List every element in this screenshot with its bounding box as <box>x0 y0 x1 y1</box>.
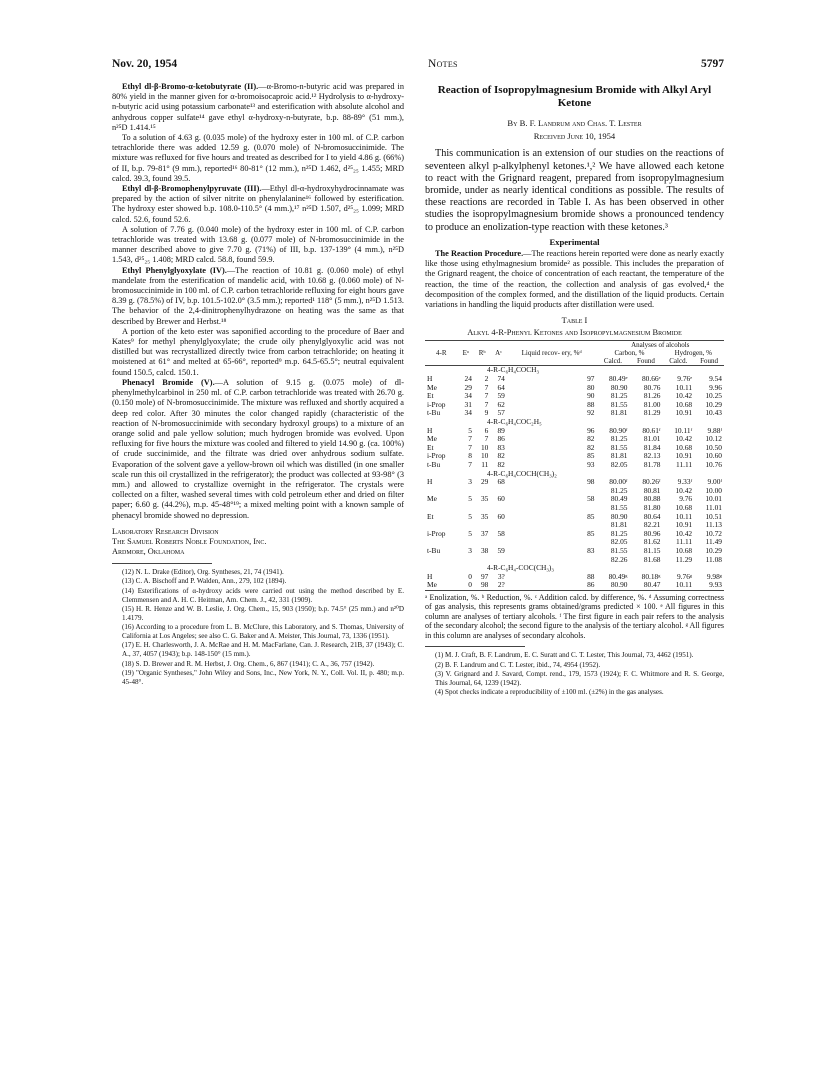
table-cell: 11.29 <box>675 554 693 564</box>
table-cell: 97 <box>480 571 489 581</box>
run-in-heading: Ethyl dl-β-Bromophenylpyruvate (III). <box>122 184 262 194</box>
table-cell: 88 <box>587 399 595 409</box>
table-cell: 10.68 <box>675 502 693 512</box>
table-cell: 64 <box>497 382 505 392</box>
right-column <box>425 82 724 698</box>
reference-item: (1) M. J. Craft, B. F. Landrum, E. C. Suratt and C. T. Lester, This Journal, 73, 4462 (1951). <box>435 650 694 659</box>
table-cell: 97 <box>587 374 595 384</box>
table-cell: 10.00 <box>705 485 722 495</box>
table-cell: 62 <box>497 399 505 409</box>
table-cell: 9.00ᶠ <box>707 477 722 487</box>
body-paragraph <box>112 184 404 225</box>
table-cell: 96 <box>587 425 595 435</box>
table-cell: 93 <box>587 459 595 469</box>
table-cell: 2 <box>484 374 489 384</box>
table-cell: 10.68 <box>675 545 693 555</box>
experimental-paragraph <box>425 249 724 310</box>
table-cell: 82.05 <box>610 459 628 469</box>
reference-item: (12) N. L. Drake (Editor), Org. Syntheses, 21, 74 (1941). <box>122 567 284 576</box>
col-header-liquid: Liquid recov- ery, %ᵈ <box>521 349 582 358</box>
table-cell: 10.91 <box>675 451 693 461</box>
table-cell: 81.25 <box>610 391 628 401</box>
experimental-heading: Experimental <box>549 236 600 247</box>
table-footnote: ᵃ Enolization, %. ᵇ Reduction, %. ᶜ Addition calcd. by difference, %. ᵈ Assuming correctness of gas analysis, this represents grams obtained/grams predicted × 100. ᵉ All figures in this column are analyses of tertiary alcohols. ᶠ The first figure in each pair refers to the analysis of the secondary alcohol; the second figure to the analysis of the tertiary alcohol. ᵍ All figures in this column are analyses of secondary alcohols. <box>425 592 724 640</box>
table-cell: 9.88ᶠ <box>707 425 722 435</box>
reference-item: (4) Spot checks indicate a reproducibility of ±100 ml. (±2%) in the gas analyses. <box>435 688 664 697</box>
table-cell: 81.55 <box>610 399 628 409</box>
table-cell: 10.91 <box>675 408 693 418</box>
table-group-label: 4-R-C₆H₄-COC(CH₃)₃ <box>487 563 554 573</box>
body-paragraph <box>112 327 404 378</box>
table-cell: 89 <box>497 425 505 435</box>
table-cell: 81.01 <box>643 434 661 444</box>
affiliation-line: The Samuel Roberts Noble Foundation, Inc. <box>112 536 267 546</box>
table-cell: 80.96 <box>643 528 661 538</box>
table-cell: 10.01 <box>705 494 722 504</box>
col-header-rb: Rᵇ <box>478 349 486 358</box>
table-cell: 0 <box>468 580 472 590</box>
table-cell: 81.26 <box>643 391 661 401</box>
reference-item: (16) According to a procedure from L. B. McClure, this Laboratory, and S. Thomas, University of California at Los Angeles; see also C. G. Baker and A. Meister, This Journal, 73, 1336 (1951). <box>122 623 404 640</box>
table-cell: t-Bu <box>427 545 441 555</box>
table-cell: 7 <box>468 459 472 469</box>
table-cell: 98 <box>480 580 489 590</box>
table-cell: 81.55 <box>610 545 628 555</box>
right-references <box>425 651 724 697</box>
table-cell: 35 <box>480 511 489 521</box>
table-cell: 74 <box>497 374 505 384</box>
table-cell: 80.49 <box>610 494 628 504</box>
table-cell: 10 <box>480 451 489 461</box>
table-cell: 80.49ᵉ <box>608 374 628 384</box>
table-cell: 80.49ᵍ <box>608 571 628 581</box>
table-cell: 34 <box>464 391 472 401</box>
table-cell: 3 <box>468 477 472 487</box>
table-cell: i-Prop <box>427 451 446 461</box>
reference-item: (15) H. R. Henze and W. B. Leslie, J. Org. Chem., 15, 903 (1950); b.p. 74.5° (25 mm.) and n²⁰D 1.4179. <box>122 605 404 622</box>
table-cell: 81.29 <box>643 408 661 418</box>
table-cell: 81.80 <box>643 502 661 512</box>
table-cell: 10.50 <box>705 442 722 452</box>
table-cell: H <box>427 425 433 435</box>
body-paragraph <box>112 133 404 184</box>
table-cell: 85 <box>587 528 595 538</box>
table-cell: 10.42 <box>675 485 693 495</box>
table-cell: i-Prop <box>427 528 446 538</box>
table-cell: 81.81 <box>610 520 628 530</box>
table-cell: 5 <box>468 511 472 521</box>
table-cell: 80.90ᶠ <box>609 425 628 435</box>
table-cell: t-Bu <box>427 408 441 418</box>
table-cell: 10.68 <box>675 442 693 452</box>
table-row <box>425 461 724 470</box>
table-body <box>425 366 724 590</box>
reference-item: (13) C. A. Bischoff and P. Walden, Ann., 279, 102 (1894). <box>122 577 287 586</box>
col-header-found: Found <box>637 357 655 366</box>
paragraph-text: To a solution of 4.63 g. (0.035 mole) of the hydroxy ester in 100 ml. of C.P. carbon tetrachloride there was added 12.59 g. (0.070 mole) of N-bromosuccinimide. The mixture was refluxed for five hours and treated as described for I to yield 4.86 g. (66%) of II, b.p. 79-81° (9 mm.), reported¹⁶ 80-81° (12 mm.), n²⁵D 1.462, d²⁵₂₅ 1.455; MRD calcd. 39.3, found 39.5. <box>112 133 404 183</box>
table-cell: 7 <box>484 382 489 392</box>
paragraph-text: —The reaction of 10.81 g. (0.060 mole) of ethyl mandelate from the esterification of mandelic acid, with 10.68 g. (0.060 mole) of N-bromosuccinimide in 100 ml. of C.P. carbon tetrachloride refluxing for eight hours gave 8.39 g. (78.5%) of IV, b.p. 101.5-102.0° (3.5 mm.); reported¹ 118° (5 mm.), n²⁵D 1.513. The behavior of the 2,4-dinitrophenylhydrazone on heating was the same as that described by Brewer and Herbst.¹⁸ <box>112 265 404 326</box>
left-column <box>112 82 404 687</box>
table-cell: 10.51 <box>705 511 722 521</box>
table-cell: 59 <box>497 545 505 555</box>
table-cell: Me <box>427 434 437 444</box>
table-cell: 10.42 <box>675 434 693 444</box>
table-cell: 5 <box>468 528 472 538</box>
table-group-label: 4-R-C₆H₄COCH₃ <box>487 365 540 375</box>
left-paragraphs <box>112 82 404 521</box>
table-cell: 31 <box>464 399 472 409</box>
body-paragraph <box>112 225 404 266</box>
col-header-hydrogen: Hydrogen, % <box>674 349 712 358</box>
table-cell: 80.90 <box>610 382 628 392</box>
table-cell <box>507 487 597 496</box>
table-cell: 11.01 <box>705 502 722 512</box>
table-cell: 57 <box>497 408 505 418</box>
table-group-label: 4-R-C₆H₄COCH(CH₃)₂ <box>487 468 557 478</box>
table-cell: 80.26ᶠ <box>642 477 661 487</box>
paragraph-text: A solution of 7.76 g. (0.040 mole) of the hydroxy ester in 100 ml. of C.P. carbon tetrachloride was treated with 13.68 g. (0.077 mole) of N-bromosuccinimide in the manner described above to give 7.70 g. (71%) of III, b.p. 137-139° (4 mm.), n²⁵D 1.543, d²⁵₂₅ 1.408; MRD calcd. 58.8, found 59.9. <box>112 224 404 265</box>
table-cell: 80.18ᵍ <box>641 571 661 581</box>
table-cell <box>425 556 457 565</box>
table-cell <box>507 504 597 513</box>
header-section: Notes <box>428 58 458 70</box>
table-cell: 83 <box>497 442 505 452</box>
table-cell: 82 <box>587 434 595 444</box>
table-cell: Et <box>427 391 434 401</box>
reference-item: (2) B. F. Landrum and C. T. Lester, ibid., 74, 4954 (1952). <box>435 660 601 669</box>
table-cell: 81.68 <box>643 554 661 564</box>
footnote-rule <box>112 563 212 564</box>
table-cell: 10.11ᶠ <box>674 425 693 435</box>
table-cell: 7 <box>484 434 489 444</box>
col-header-a: Aᶜ <box>495 349 503 358</box>
table-cell <box>507 538 597 547</box>
table-cell: 81.84 <box>643 442 661 452</box>
table-cell: 86 <box>497 434 505 444</box>
table-cell: 10.42 <box>675 528 693 538</box>
table-cell: 86 <box>587 580 595 590</box>
table-cell: 7 <box>468 434 472 444</box>
table-cell: 80.90 <box>610 511 628 521</box>
table-cell: 81.55 <box>610 442 628 452</box>
table-cell: Et <box>427 442 434 452</box>
table-cell: 58 <box>497 528 505 538</box>
run-in-heading: Ethyl dl-β-Bromo-α-ketobutyrate (II). <box>122 82 259 91</box>
col-header-analyses: Analyses of alcohols <box>631 341 690 350</box>
table-cell: 35 <box>480 494 489 504</box>
table-cell: 60 <box>497 494 505 504</box>
table-cell: 11.13 <box>705 520 722 530</box>
table-cell: 80.47 <box>643 580 661 590</box>
table-cell: 7 <box>484 399 489 409</box>
footnote-rule <box>425 646 525 647</box>
table-cell: 82.26 <box>610 554 628 564</box>
table-cell: 8 <box>468 451 472 461</box>
table-cell: 5 <box>468 494 472 504</box>
table-cell: 81.25 <box>610 485 628 495</box>
table-cell: 81.55 <box>610 502 628 512</box>
affiliation <box>112 527 404 557</box>
body-paragraph <box>112 378 404 521</box>
table-cell: H <box>427 571 433 581</box>
table-cell: 85 <box>587 451 595 461</box>
table-cell: 34 <box>464 408 472 418</box>
table-cell: 5 <box>468 425 472 435</box>
table-row <box>425 409 724 418</box>
table-cell: 9 <box>484 408 489 418</box>
table-cell: 10.76 <box>705 459 722 469</box>
table-cell: 85 <box>587 511 595 521</box>
reference-item: (19) "Organic Syntheses," John Wiley and Sons, Inc., New York, N. Y., Coll. Vol. II, p. 480; m.p. 45-48°. <box>122 669 404 686</box>
table-cell: 81.25 <box>610 434 628 444</box>
table-cell: 80.61ᶠ <box>642 425 661 435</box>
table-cell: 82.21 <box>643 520 661 530</box>
table-cell: 81.00 <box>643 399 661 409</box>
table-cell: i-Prop <box>427 399 446 409</box>
table-row <box>425 581 724 590</box>
table-cell: 81.81 <box>610 451 628 461</box>
table-cell: Et <box>427 511 434 521</box>
table-cell: 82.13 <box>643 451 661 461</box>
body-paragraph <box>112 266 404 327</box>
table-cell: 10.12 <box>705 434 722 444</box>
table-cell: 81.62 <box>643 537 661 547</box>
col-header-found: Found <box>700 357 719 366</box>
table-cell: 10.43 <box>705 408 722 418</box>
table-cell: 9.96 <box>709 382 722 392</box>
table-cell: 10 <box>480 442 489 452</box>
table-cell: 98 <box>587 477 595 487</box>
table-cell: Me <box>427 580 437 590</box>
table-cell: 88 <box>587 571 595 581</box>
lead-paragraph: This communication is an extension of our studies on the reactions of seventeen alkyl p-alkylphenyl ketones.¹,² We have allowed each ketone to react with the Grignard reagent, prepared from isopropylmagnesium bromide, under as nearly identical conditions as possible. The results of these reactions are recorded in Table I. As has been observed in other studies the isopropylmagnesium bromide shows a pronounced tendency to produce an enolization-type reaction with these ketones.³ <box>425 148 724 233</box>
table-cell: 29 <box>480 477 489 487</box>
table-cell: 81.78 <box>643 459 661 469</box>
table-cell: 10.68 <box>675 399 693 409</box>
table-cell: 90 <box>587 391 595 401</box>
table-cell: 3? <box>497 571 505 581</box>
table-cell: 81.81 <box>610 408 628 418</box>
table-cell: 11.11 <box>676 459 693 469</box>
table-cell: 83 <box>587 545 595 555</box>
table-cell: 10.11 <box>675 382 693 392</box>
paragraph-text: —Ethyl dl-α-hydroxyhydrocinnamate was prepared by the action of silver nitrite on phenylalanine¹⁶ followed by esterification. The hydroxy ester showed b.p. 108.0-110.5° (4 mm.),¹⁷ n²⁵D 1.507, d²⁵₂₅ 1.099; MRD calcd. 52.6, found 52.6. <box>112 184 404 224</box>
table-cell: 92 <box>587 408 595 418</box>
table-cell: 11.08 <box>705 554 722 564</box>
table-cell: Me <box>427 494 437 504</box>
table-cell: 10.25 <box>705 391 722 401</box>
header-date: Nov. 20, 1954 <box>112 58 178 70</box>
reference-item: (3) V. Grignard and J. Savard, Compt. rend., 179, 1573 (1924); F. C. Whitmore and R. S. George, This Journal, 64, 1239 (1942). <box>435 670 724 687</box>
table-cell: 80.76 <box>643 382 661 392</box>
table-cell: 29 <box>464 382 472 392</box>
table-cell: 3 <box>468 545 472 555</box>
table-label: Table I <box>561 316 588 326</box>
table-cell: 68 <box>497 477 505 487</box>
table-cell: 58 <box>587 494 595 504</box>
table-cell: 24 <box>464 374 472 384</box>
col-header-e: Eᵃ <box>462 349 469 358</box>
table-cell: 82 <box>587 442 595 452</box>
table-cell: Me <box>427 382 437 392</box>
article-authors: By B. F. Landrum and Chas. T. Lester <box>507 118 642 128</box>
reference-item: (18) S. D. Brewer and R. M. Herbst, J. Org. Chem., 6, 867 (1941); C. A., 36, 757 (1942). <box>122 659 375 668</box>
table-cell: 9.54 <box>709 374 722 384</box>
table-cell: 81.15 <box>643 545 661 555</box>
table-cell: 80.00ᶠ <box>609 477 628 487</box>
table-cell: H <box>427 374 433 384</box>
table-cell: 81.25 <box>610 528 628 538</box>
table-cell: 9.98ᵍ <box>706 571 722 581</box>
table-cell: 80.81 <box>643 485 661 495</box>
results-table <box>425 340 724 590</box>
table-cell: 10.72 <box>705 528 722 538</box>
reference-item: (17) E. H. Charlesworth, J. A. McRae and H. M. MacFarlane, Can. J. Research, 21B, 37 (1943); C. A., 37, 4057 (1943); b.p. 148-150° (15 mm.). <box>122 641 404 659</box>
running-header <box>112 58 724 72</box>
col-header-calcd: Calcd. <box>669 357 688 366</box>
table-row <box>425 556 724 565</box>
table-cell: 10.60 <box>705 451 722 461</box>
article-title: Reaction of Isopropylmagnesium Bromide with Alkyl Aryl Ketone <box>437 84 712 109</box>
paragraph-text: A portion of the keto ester was saponified according to the procedure of Baer and Kates⁹ for methyl phenylglyoxylate; the crude oily phenylglyoxylic acid was not distilled but was recrystallized directly twice from carbon tetrachloride; on heating it moistened at 61° and melted at 65-66°, reported⁹ m.p. 64.5-65.5°; neutral equivalent found 150.5, calcd. 150.1. <box>112 326 404 377</box>
table-cell: 9.93 <box>709 580 722 590</box>
table-cell: 38 <box>480 545 489 555</box>
table-cell: 2? <box>497 580 505 590</box>
table-cell: 0 <box>468 571 472 581</box>
table-cell: 9.76ᵍ <box>676 571 693 581</box>
table-cell: 9.76ᵉ <box>677 374 693 384</box>
table-cell: 10.42 <box>675 391 693 401</box>
table-cell: 11 <box>481 459 489 469</box>
affiliation-line: Laboratory Research Division <box>112 526 219 536</box>
run-in-heading: Ethyl Phenylglyoxylate (IV). <box>122 265 227 275</box>
table-cell: 59 <box>497 391 505 401</box>
table-cell: 11.49 <box>705 537 722 547</box>
reference-item: (14) Esterifications of α-hydroxy acids were carried out using the method described by E. Clemmensen and A. H. C. Heitman, Am. Chem. J., 42, 331 (1909). <box>122 586 404 604</box>
table-cell: 6 <box>484 425 489 435</box>
received-date: Received June 10, 1954 <box>533 131 616 142</box>
table-cell: H <box>427 477 433 487</box>
table-cell: 80.64 <box>643 511 661 521</box>
col-header-calcd: Calcd. <box>603 357 622 366</box>
table-cell: 60 <box>497 511 505 521</box>
table-cell: 10.91 <box>675 520 693 530</box>
col-header-carbon: Carbon, % <box>614 349 645 358</box>
body-paragraph <box>112 82 404 133</box>
table-cell: 82 <box>497 459 505 469</box>
table-cell: 10.11 <box>675 580 693 590</box>
col-header-r: 4-R <box>435 349 447 358</box>
table-cell: t-Bu <box>427 459 441 469</box>
table-cell: 10.29 <box>705 545 722 555</box>
table-caption: Alkyl 4-R-Phenyl Ketones and Isopropylmagnesium Bromide <box>467 328 682 338</box>
table-cell: 82.05 <box>610 537 628 547</box>
table-cell: 82 <box>497 451 505 461</box>
table-cell: 37 <box>480 528 489 538</box>
table-cell <box>457 556 473 565</box>
table-cell: 80.66ᵉ <box>641 374 661 384</box>
table-cell: 9.76 <box>679 494 693 504</box>
run-in-heading: The Reaction Procedure. <box>435 249 524 259</box>
table-cell: 10.29 <box>705 399 722 409</box>
paragraph-text: —The reactions herein reported were done as nearly exactly like those using ethylmagnesium bromide² as possible. This includes the preparation of the Grignard reagent, the choice of concentration of each reactant, the temperature of the reaction, the time of the reaction, the collection and analysis of gas evolved,⁴ the decomposition of the complex formed, and the distillation of the liquid products. Certain variations in handling the liquid products after distillation were used. <box>425 249 724 310</box>
left-references <box>112 568 404 687</box>
table-cell: 7 <box>484 391 489 401</box>
table-cell: 80 <box>587 382 595 392</box>
paragraph-text: —A solution of 9.15 g. (0.075 mole) of dl-phenylmethylcarbinol in 250 ml. of C.P. carbon tetrachloride was treated with 26.70 g. (0.150 mole) of N-bromosuccinimide. The mixture was refluxed and shortly acquired a deep red color. After 30 minutes the color changed rapidly (characteristic of the reaction of N-bromosuccinimide with secondary hydroxyl groups) to a mixture of an orange solid and pale yellow solution; much hydrogen bromide was evolved. Upon refluxing for five hours the mixture was cooled and filtered to yield 14.90 g. (ca. 100%) of crude succinimide, and the filtrate was dried over anhydrous sodium sulfate. Evaporation of the solvent gave a yellow-brown oil which was distilled (in one smaller scale run this oil crystallized in the refrigerator); the product was collected at 93-98° (3 mm.) and allowed to crystallize overnight in the refrigerator. The crystals were collected on a filter, washed several times with cold petroleum ether and dried on filter paper; 6.60 g. (44.2%), m.p. 45-48°¹⁹; a mixed melting point with a known sample of phenacyl bromide showed no depression. <box>112 377 404 520</box>
run-in-heading: Phenacyl Bromide (V). <box>122 377 215 387</box>
affiliation-line: Ardmore, Oklahoma <box>112 546 185 556</box>
table-cell: 80.90 <box>610 580 628 590</box>
paragraph-text: —α-Bromo-n-butyric acid was prepared in 80% yield in the manner given for α-bromoisocaproic acid.¹² Hydrolysis to α-hydroxy-n-butyric acid using potassium carbonate¹³ and esterification with absolute alcohol and anhydrous copper sulfate¹⁴ gave ethyl α-hydroxy-n-butyrate, b.p. 88-89° (51 mm.), n²⁵D 1.414.¹⁵ <box>112 82 405 132</box>
table-cell <box>507 521 597 530</box>
table-cell: 80.88 <box>643 494 661 504</box>
header-page-number: 5797 <box>701 58 724 70</box>
table-cell: 11.11 <box>676 537 693 547</box>
table-cell: 7 <box>468 442 472 452</box>
table-group-label: 4-R-C₆H₄COC₂H₅ <box>487 417 542 427</box>
table-cell: 10.11 <box>675 511 693 521</box>
table-cell: 9.33ᶠ <box>677 477 693 487</box>
